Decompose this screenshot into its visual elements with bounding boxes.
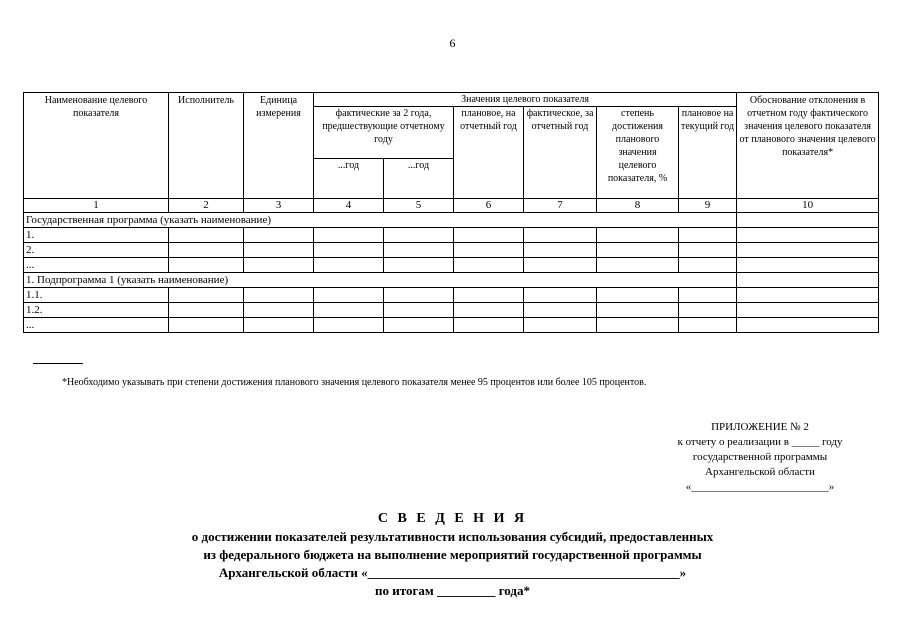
column-number: 10 bbox=[737, 199, 879, 213]
header-values-group: Значения целевого показателя bbox=[314, 93, 737, 107]
table-cell bbox=[737, 228, 879, 243]
table-cell bbox=[737, 258, 879, 273]
table-cell bbox=[524, 318, 597, 333]
table-cell bbox=[384, 243, 454, 258]
header-unit: Единица измерения bbox=[244, 93, 314, 199]
table-cell bbox=[454, 288, 524, 303]
page-number: 6 bbox=[449, 36, 456, 50]
table-cell bbox=[244, 303, 314, 318]
column-number: 5 bbox=[384, 199, 454, 213]
appendix-line: к отчету о реализации в _____ году bbox=[677, 436, 843, 448]
table-row bbox=[24, 288, 879, 303]
row-label: Государственная программа (указать наименование) bbox=[24, 213, 737, 228]
column-numbers-row bbox=[24, 199, 879, 213]
header-planned-current: плановое на текущий год bbox=[679, 107, 737, 199]
table-cell bbox=[244, 318, 314, 333]
table-cell bbox=[679, 288, 737, 303]
table-cell bbox=[737, 243, 879, 258]
header-justification: Обоснование отклонения в отчетном году фактического значения целевого показателя от планового значения целевого показателя* bbox=[737, 93, 879, 199]
table-cell bbox=[737, 288, 879, 303]
column-number: 8 bbox=[597, 199, 679, 213]
table-cell bbox=[454, 318, 524, 333]
heading-line: Архангельской области «________________________________________________» bbox=[218, 565, 687, 580]
header-year-a: ...год bbox=[314, 159, 384, 199]
table-cell bbox=[524, 228, 597, 243]
row-label: ... bbox=[24, 318, 169, 333]
heading-title: С В Е Д Е Н И Я bbox=[377, 511, 528, 526]
header-actual-2y: фактические за 2 года, предшествующие отчетному году bbox=[314, 107, 454, 159]
table-cell bbox=[597, 228, 679, 243]
footnote-text: *Необходимо указывать при степени достижения планового значения целевого показателя менее 95 процентов или более 105 процентов. bbox=[62, 377, 647, 388]
table-row bbox=[24, 228, 879, 243]
appendix-line: «_________________________» bbox=[685, 481, 835, 493]
table-cell bbox=[384, 303, 454, 318]
header-executor: Исполнитель bbox=[169, 93, 244, 199]
table-cell bbox=[524, 258, 597, 273]
appendix-line: Архангельской области bbox=[705, 466, 815, 478]
table-row bbox=[24, 303, 879, 318]
table-cell bbox=[169, 258, 244, 273]
table-cell bbox=[314, 258, 384, 273]
column-number: 6 bbox=[454, 199, 524, 213]
row-label: 1.1. bbox=[24, 288, 169, 303]
table-cell bbox=[679, 318, 737, 333]
table-cell bbox=[737, 303, 879, 318]
table-cell bbox=[524, 288, 597, 303]
heading-line: из федерального бюджета на выполнение мероприятий государственной программы bbox=[203, 547, 702, 562]
table-cell bbox=[244, 258, 314, 273]
table-cell bbox=[244, 288, 314, 303]
table-cell bbox=[314, 318, 384, 333]
table-cell bbox=[384, 258, 454, 273]
heading-line: о достижении показателей результативности использования субсидий, предоставленных bbox=[191, 529, 714, 544]
table-cell bbox=[169, 318, 244, 333]
table-cell bbox=[454, 258, 524, 273]
appendix-block bbox=[655, 420, 865, 495]
column-number: 9 bbox=[679, 199, 737, 213]
table-cell bbox=[314, 303, 384, 318]
table-row bbox=[24, 243, 879, 258]
table-cell bbox=[454, 243, 524, 258]
table-cell bbox=[314, 243, 384, 258]
table-cell bbox=[737, 318, 879, 333]
table-cell bbox=[384, 228, 454, 243]
table-cell bbox=[679, 243, 737, 258]
column-number: 2 bbox=[169, 199, 244, 213]
table-cell bbox=[524, 303, 597, 318]
header-planned-report: плановое, на отчетный год bbox=[454, 107, 524, 199]
column-number: 1 bbox=[24, 199, 169, 213]
table-cell bbox=[524, 243, 597, 258]
table-cell bbox=[597, 318, 679, 333]
table-cell bbox=[244, 243, 314, 258]
row-label: 1. bbox=[24, 228, 169, 243]
row-label: 1. Подпрограмма 1 (указать наименование) bbox=[24, 273, 737, 288]
heading-line: по итогам _________ года* bbox=[375, 583, 530, 598]
table-row bbox=[24, 318, 879, 333]
table-cell bbox=[169, 303, 244, 318]
table-row bbox=[24, 273, 879, 288]
table-cell bbox=[597, 303, 679, 318]
table-cell bbox=[454, 303, 524, 318]
table-cell bbox=[737, 213, 879, 228]
table-cell bbox=[314, 288, 384, 303]
row-label: ... bbox=[24, 258, 169, 273]
table-cell bbox=[597, 288, 679, 303]
table-cell bbox=[169, 288, 244, 303]
table-cell bbox=[679, 228, 737, 243]
table-cell bbox=[454, 228, 524, 243]
table-cell bbox=[169, 228, 244, 243]
header-achievement: степень достижения планового значения целевого показателя, % bbox=[597, 107, 679, 199]
table-cell bbox=[679, 258, 737, 273]
table-cell bbox=[597, 258, 679, 273]
table-cell bbox=[679, 303, 737, 318]
appendix-line: государственной программы bbox=[692, 451, 828, 463]
header-actual-report: фактическое, за отчетный год bbox=[524, 107, 597, 199]
row-label: 2. bbox=[24, 243, 169, 258]
table-cell bbox=[597, 243, 679, 258]
row-label: 1.2. bbox=[24, 303, 169, 318]
table-cell bbox=[384, 318, 454, 333]
header-year-b: ...год bbox=[384, 159, 454, 199]
footnote-rule bbox=[33, 363, 83, 364]
column-number: 7 bbox=[524, 199, 597, 213]
table-row bbox=[24, 213, 879, 228]
table-cell bbox=[737, 273, 879, 288]
header-name: Наименование целевого показателя bbox=[24, 93, 169, 199]
table-cell bbox=[169, 243, 244, 258]
document-heading bbox=[0, 510, 905, 600]
indicators-table bbox=[23, 92, 879, 333]
column-number: 4 bbox=[314, 199, 384, 213]
table-cell bbox=[244, 228, 314, 243]
appendix-title: ПРИЛОЖЕНИЕ № 2 bbox=[711, 421, 809, 433]
table-row bbox=[24, 258, 879, 273]
table-cell bbox=[314, 228, 384, 243]
column-number: 3 bbox=[244, 199, 314, 213]
table-cell bbox=[384, 288, 454, 303]
